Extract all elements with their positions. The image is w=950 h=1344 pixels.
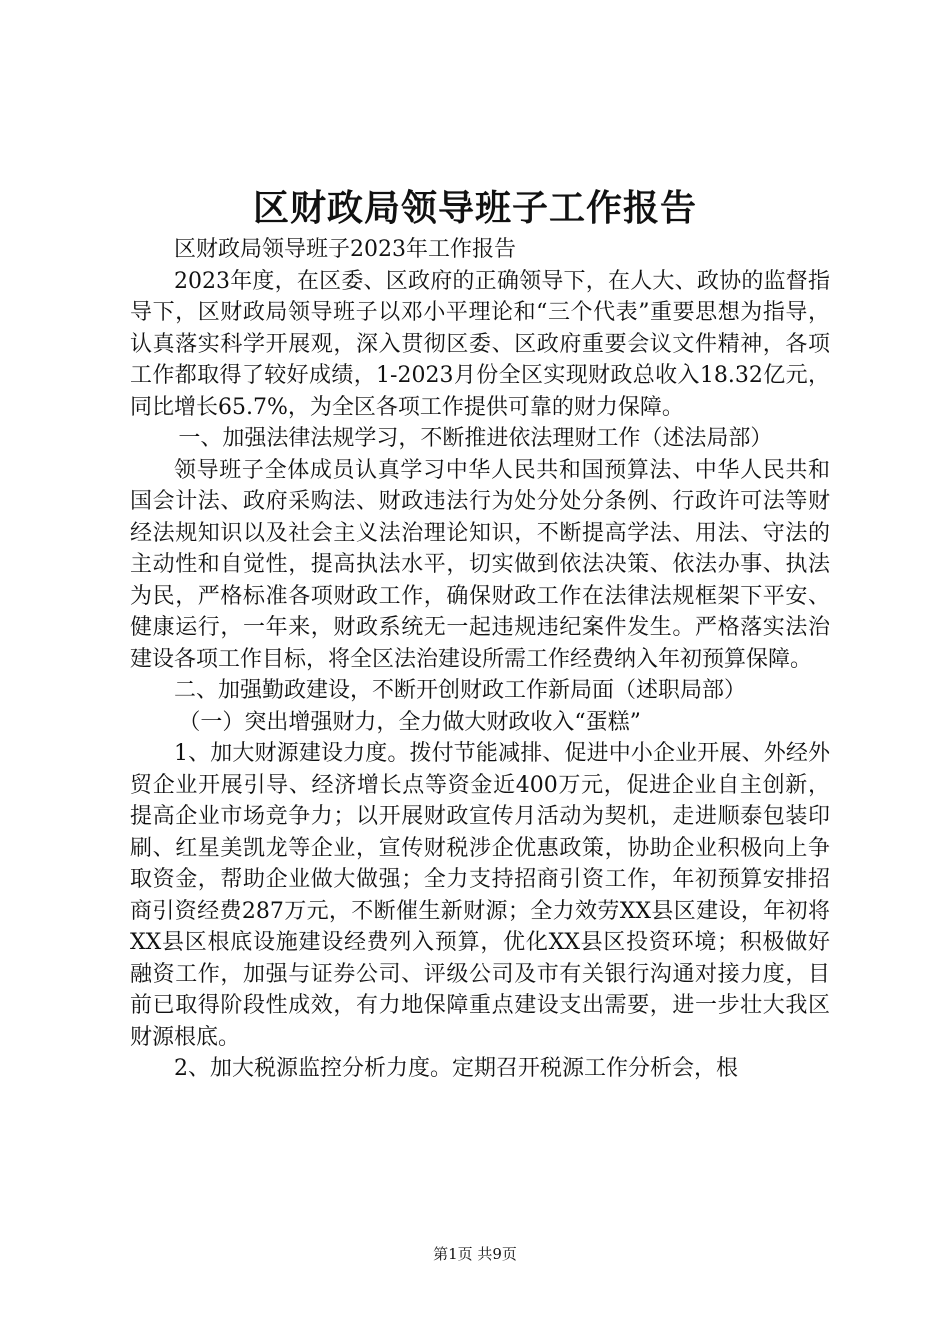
section-1-paragraph: 领导班子全体成员认真学习中华人民共和国预算法、中华人民共和国会计法、政府采购法、财政违法行为处分处分条例、行政许可法等财经法规知识以及社会主义法治理论知识，不断提高学法、用法、守法的主动性和自觉性，提高执法水平，切实做到依法决策、依法办事、执法为民，严格标准各项财政工作，确保财政工作在法律法规框架下平安、健康运行，一年来，财政系统无一起违规违纪案件发生。严格落实法治建设各项工作目标，将全区法治建设所需工作经费纳入年初预算保障。 bbox=[130, 457, 830, 672]
document-title: 区财政局领导班子工作报告 bbox=[252, 187, 697, 229]
item-1-paragraph: 1、加大财源建设力度。拨付节能减排、促进中小企业开展、外经外贸企业开展引导、经济增长点等资金近400万元，促进企业自主创新，提高企业市场竞争力；以开展财政宣传月活动为契机，走进顺泰包装印刷、红星美凯龙等企业，宣传财税涉企优惠政策，协助企业积极向上争取资金，帮助企业做大做强；全力支持招商引资工作，年初预算安排招商引资经费287万元，不断催生新财源；全力效劳XX县区建设，年初将XX县区根底设施建设经费列入预算，优化XX县区投资环境；积极做好融资工作，加强与证券公司、评级公司及市有关银行沟通对接力度，目前已取得阶段性成效，有力地保障重点建设支出需要，进一步壮大我区财源根底。 bbox=[130, 741, 830, 1050]
section-heading-1: 一、加强法律法规学习，不断推进依法理财工作（述法局部） bbox=[178, 426, 773, 451]
subsection-heading-1: （一）突出增强财力，全力做大财政收入“蛋糕” bbox=[178, 709, 641, 735]
intro-paragraph: 2023年度，在区委、区政府的正确领导下，在人大、政协的监督指导下，区财政局领导班子以邓小平理论和“三个代表”重要思想为指导，认真落实科学开展观，深入贯彻区委、区政府重要会议文件精神，各项工作都取得了较好成绩，1-2023月份全区实现财政总收入18.32亿元，同比增长65.7%，为全区各项工作提供可靠的财力保障。 bbox=[130, 268, 830, 420]
document-body bbox=[130, 234, 830, 1085]
item-2-paragraph: 2、加大税源监控分析力度。定期召开税源工作分析会，根 bbox=[174, 1056, 738, 1081]
section-heading-2: 二、加强勤政建设，不断开创财政工作新局面（述职局部） bbox=[174, 678, 747, 703]
subtitle-paragraph: 区财政局领导班子2023年工作报告 bbox=[174, 237, 516, 262]
page-number-footer: 第1页 共9页 bbox=[433, 1245, 517, 1263]
